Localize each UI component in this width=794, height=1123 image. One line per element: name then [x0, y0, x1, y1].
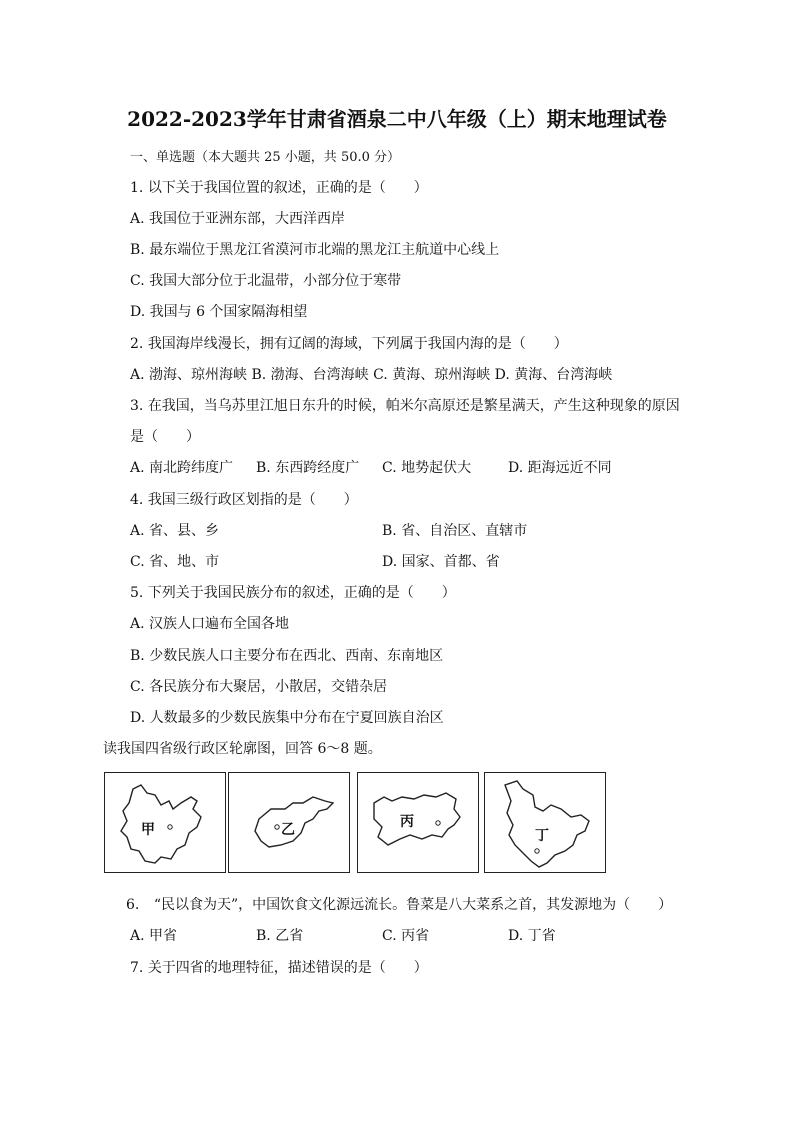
question-stem: 下列关于我国民族分布的叙述，正确的是（ ） [147, 585, 456, 601]
question-stem: 关于四省的地理特征，描述错误的是（ ） [147, 960, 428, 976]
question-stem: 以下关于我国位置的叙述，正确的是（ ） [147, 180, 428, 196]
option-3d: D. 距海远近不同 [508, 460, 612, 476]
option-4c: C. 省、地、市 [130, 554, 220, 570]
question-7 [130, 957, 428, 977]
question-2 [130, 333, 568, 353]
question-number: 3. [130, 398, 144, 414]
option-6c: C. 丙省 [382, 928, 430, 944]
question-number: 7. [130, 960, 144, 976]
map-label: 丙 [400, 814, 414, 830]
option-6a: A. 甲省 [130, 928, 178, 944]
map-label: 乙 [281, 822, 295, 838]
question-stem: “民以食为天”，中国饮食文化源远流长。鲁菜是八大菜系之首，其发源地为（ ） [153, 897, 673, 913]
question-3 [130, 395, 680, 415]
option-6d: D. 丁省 [508, 928, 556, 944]
option-5c: C. 各民族分布大聚居，小散居，交错杂居 [130, 679, 388, 695]
option-1d: D. 我国与 6 个国家隔海相望 [130, 304, 308, 320]
shaanxi-outline-icon [358, 773, 480, 874]
question-number: 5. [130, 585, 144, 601]
option-6b: B. 乙省 [256, 928, 304, 944]
option-5d: D. 人数最多的少数民族集中分布在宁夏回族自治区 [130, 710, 444, 726]
option-4b: B. 省、自治区、直辖市 [382, 523, 528, 539]
option-4d: D. 国家、首都、省 [382, 554, 500, 570]
map-jia [104, 772, 226, 873]
map-yi [228, 772, 350, 873]
question-number: 4. [130, 492, 144, 508]
map-ding [484, 772, 606, 873]
option-3a: A. 南北跨纬度广 [130, 460, 234, 476]
question-6 [126, 894, 672, 914]
question-number: 6. [126, 897, 140, 913]
question-stem: 在我国，当乌苏里江旭日东升的时候，帕米尔高原还是繁星满天，产生这种现象的原因 [147, 398, 680, 414]
question-4 [130, 489, 358, 509]
yunnan-outline-icon [105, 773, 227, 874]
question-stem: 我国三级行政区划指的是（ ） [147, 492, 358, 508]
exam-title: 2022-2023学年甘肃省酒泉二中八年级（上）期末地理试卷 [127, 107, 667, 131]
option-5a: A. 汉族人口遍布全国各地 [130, 616, 290, 632]
question-1 [130, 177, 428, 197]
map-bing [357, 772, 479, 873]
map-label: 丁 [535, 828, 549, 844]
question-number: 2. [130, 336, 144, 352]
section-header: 一、单选题（本大题共 25 小题，共 50.0 分） [130, 150, 401, 165]
option-3b: B. 东西跨经度广 [256, 460, 360, 476]
option-1b: B. 最东端位于黑龙江省漠河市北端的黑龙江主航道中心线上 [130, 242, 500, 258]
question-stem: 我国海岸线漫长，拥有辽阔的海域，下列属于我国内海的是（ ） [147, 336, 568, 352]
option-1a: A. 我国位于亚洲东部，大西洋西岸 [130, 211, 346, 227]
option-3c: C. 地势起伏大 [382, 460, 472, 476]
question-5 [130, 582, 456, 602]
options-2: A. 渤海、琼州海峡 B. 渤海、台湾海峡 C. 黄海、琼州海峡 D. 黄海、台湾海峡 [130, 367, 613, 383]
heilongjiang-outline-icon [485, 773, 607, 874]
option-1c: C. 我国大部分位于北温带，小部分位于寒带 [130, 273, 402, 289]
map-label: 甲 [141, 822, 155, 838]
reading-prompt: 读我国四省级行政区轮廓图，回答 6～8 题。 [103, 741, 382, 757]
question-number: 1. [130, 180, 144, 196]
option-5b: B. 少数民族人口主要分布在西北、西南、东南地区 [130, 648, 444, 664]
option-4a: A. 省、县、乡 [130, 523, 220, 539]
question-3-cont: 是（ ） [130, 429, 200, 445]
